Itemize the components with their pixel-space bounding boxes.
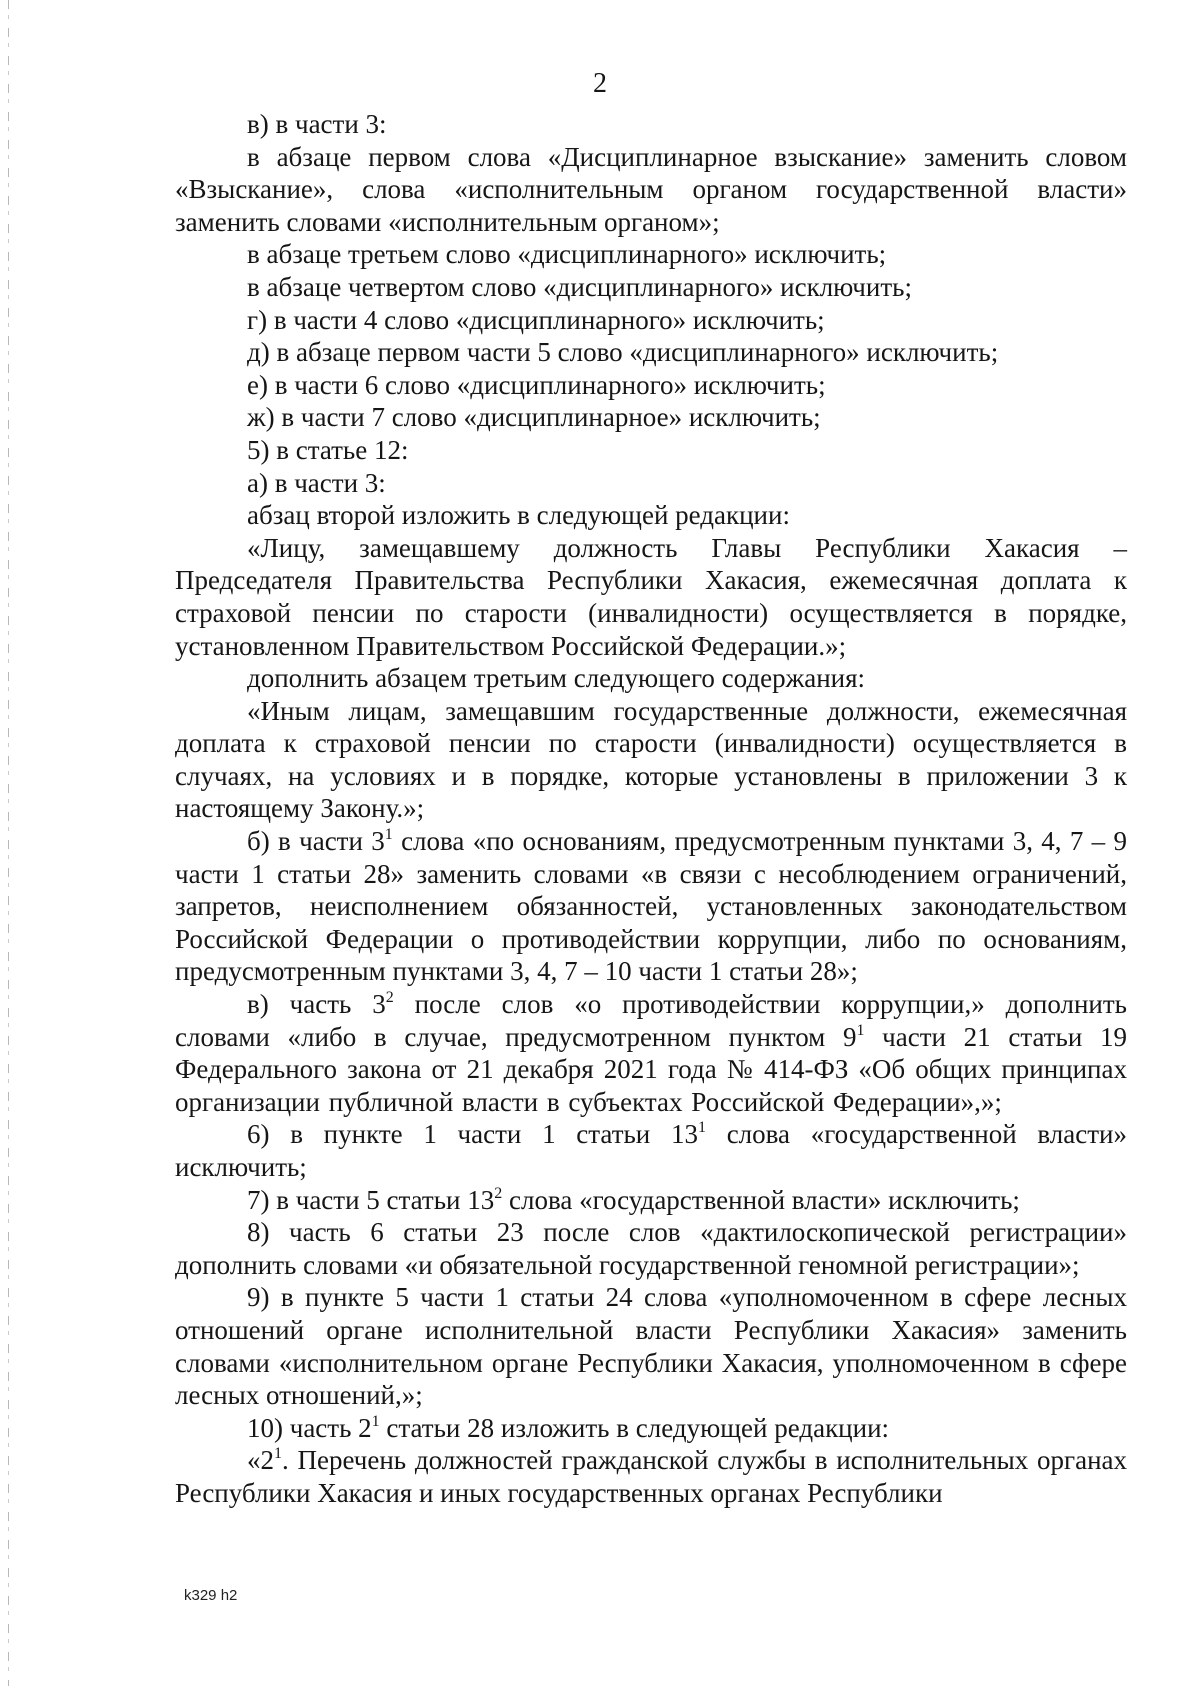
document-code: k329 h2	[184, 1587, 238, 1604]
paragraph-text: 7) в части 5 статьи 13	[247, 1184, 495, 1215]
paragraph: «Иным лицам, замещавшим государственные должности, ежемесячная доплата к страховой пенсии по старости (инвалидности) осуществляется в случаях, на условиях и в порядке, которые установлены в приложении 3 к настоящему Закону.»;	[175, 695, 1127, 824]
paragraph: в абзаце четвертом слово «дисциплинарного» исключить;	[247, 271, 912, 302]
document-body	[175, 108, 1127, 1510]
paragraph-text: в) часть 3	[247, 989, 386, 1020]
paragraph	[175, 1444, 1127, 1509]
paragraph-text: 6) в пункте 1 части 1 статьи 13	[247, 1119, 698, 1150]
paragraph-text: после слов «о противодействии коррупции,» дополнить словами «либо в случае, предусмотренном пунктом 9	[175, 989, 1127, 1052]
paragraph	[175, 1412, 1127, 1445]
paragraph	[175, 1184, 1127, 1217]
paragraph: в абзаце первом слова «Дисциплинарное взыскание» заменить словом «Взыскание», слова «исполнительным органом государственной власти» заменить словами «исполнительным органом»;	[175, 141, 1127, 237]
paragraph	[175, 825, 1127, 988]
paragraph	[175, 1118, 1127, 1183]
paragraph: абзац второй изложить в следующей редакции:	[247, 500, 790, 531]
paragraph: ж) в части 7 слово «дисциплинарное» исключить;	[247, 402, 821, 433]
superscript: 1	[371, 1412, 380, 1430]
superscript: 2	[494, 1184, 503, 1202]
paragraph: 9) в пункте 5 части 1 статьи 24 слова «уполномоченном в сфере лесных отношений органе исполнительной власти Республики Хакасия» заменить словами «исполнительном органе Республики Хакасия, уполномоченном в сфере лесных отношений,»;	[175, 1282, 1127, 1411]
paragraph: 5) в статье 12:	[247, 434, 409, 465]
page-number: 2	[593, 68, 607, 99]
paragraph-text: . Перечень должностей гражданской службы в исполнительных органах Республики Хакасия и иных государственных органах Республики	[175, 1445, 1127, 1508]
scan-edge-artifact	[8, 0, 9, 1686]
paragraph	[175, 988, 1127, 1118]
paragraph: дополнить абзацем третьим следующего содержания:	[247, 663, 866, 694]
paragraph: «Лицу, замещавшему должность Главы Республики Хакасия – Председателя Правительства Республики Хакасия, ежемесячная доплата к страховой пенсии по старости (инвалидности) осуществляется в порядке, установленном Правительством Российской Федерации.»;	[175, 532, 1127, 661]
paragraph-text: части 21 статьи 19 Федерального закона от 21 декабря 2021 года № 414-ФЗ «Об общих принципах организации публичной власти в субъектах Российской Федерации»,»;	[175, 1021, 1127, 1117]
paragraph-text: слова «государственной власти» исключить;	[175, 1119, 1127, 1182]
superscript: 2	[385, 989, 394, 1007]
superscript: 1	[856, 1021, 865, 1039]
paragraph: д) в абзаце первом части 5 слово «дисциплинарного» исключить;	[247, 337, 999, 368]
paragraph: а) в части 3:	[247, 467, 386, 498]
paragraph-text: статьи 28 изложить в следующей редакции:	[379, 1412, 890, 1443]
paragraph: е) в части 6 слово «дисциплинарного» исключить;	[247, 369, 826, 400]
paragraph: в абзаце третьем слово «дисциплинарного» исключить;	[247, 239, 887, 270]
superscript: 1	[384, 826, 393, 844]
paragraph: в) в части 3:	[247, 109, 387, 139]
paragraph-text: б) в части 3	[247, 826, 385, 857]
paragraph-text: слова «государственной власти» исключить;	[502, 1184, 1020, 1215]
superscript: 1	[697, 1119, 706, 1137]
paragraph: г) в части 4 слово «дисциплинарного» исключить;	[247, 304, 825, 335]
paragraph-text: «2	[247, 1445, 274, 1476]
paragraph: 8) часть 6 статьи 23 после слов «дактилоскопической регистрации» дополнить словами «и обязательной государственной геномной регистрации»;	[175, 1217, 1127, 1280]
paragraph-text: 10) часть 2	[247, 1412, 372, 1443]
paragraph-text: слова «по основаниям, предусмотренным пунктами 3, 4, 7 – 9 части 1 статьи 28» заменить словами «в связи с несоблюдением ограничений, запретов, неисполнением обязанностей, установленных законодательством Российской Федерации о противодействии коррупции, либо по основаниям, предусмотренным пунктами 3, 4, 7 – 10 части 1 статьи 28»;	[175, 826, 1127, 987]
superscript: 1	[274, 1445, 282, 1463]
